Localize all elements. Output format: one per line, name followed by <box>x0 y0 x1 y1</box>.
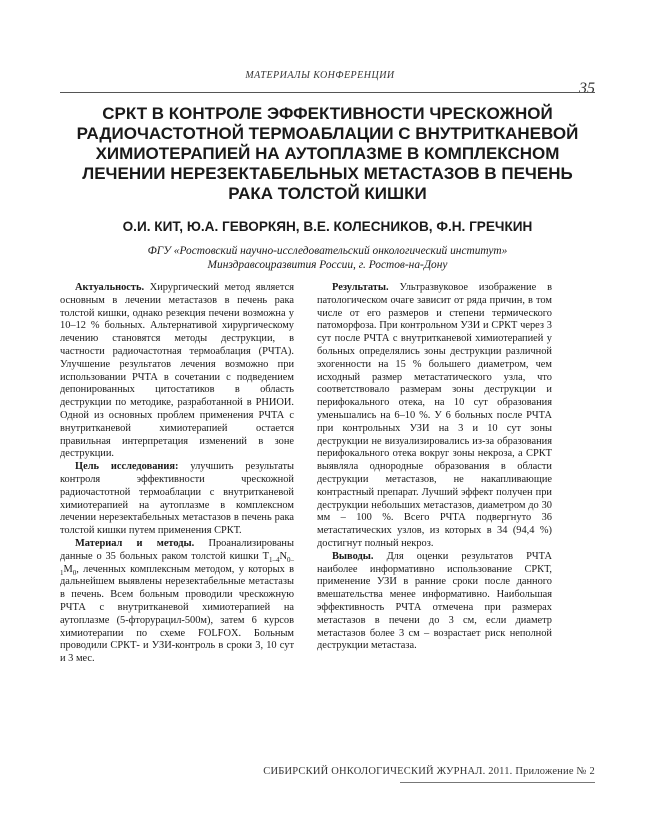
conclusions-text: Для оценки результатов РЧТА наиболее информативно использование СРКТ, применение УЗИ в ранние сроки после данного вмешательства менее информативно. Наибольшая эффективность РЧТА отмечена при размерах метастазов в печени до 3 см, если диаметр метастазов более 3 см – возрастает риск неполной деструкции метастаза. <box>317 550 552 652</box>
footer-rule <box>400 782 595 783</box>
article-title: СРКТ В КОНТРОЛЕ ЭФФЕКТИВНОСТИ ЧРЕСКОЖНОЙ РАДИОЧАСТОТНОЙ ТЕРМОАБЛАЦИИ С ВНУТРИТКАНЕВОЙ ХИМИОТЕРАПИЕЙ НА АУТОПЛАЗМЕ В КОМПЛЕКСНОМ ЛЕЧЕНИИ НЕРЕЗЕКТАБЕЛЬНЫХ МЕТАСТАЗОВ В ПЕЧЕНЬ РАКА ТОЛСТОЙ КИШКИ <box>76 104 579 203</box>
header-rule <box>60 92 595 93</box>
affiliation <box>60 244 595 272</box>
paragraph-relevance <box>60 282 294 461</box>
aim-text: улучшить результаты контроля эффективности чрескожной радиочастотной термоаблации с внутритканевой химиотерапией на аутоплазме в комплексном лечении нерезектабельных метастазов в печень рака толстой кишки путем применения СРКТ. <box>60 461 294 537</box>
page-number: 35 <box>579 80 595 97</box>
relevance-heading: Актуальность. <box>75 282 145 293</box>
paragraph-methods <box>60 538 294 666</box>
running-header: МАТЕРИАЛЫ КОНФЕРЕНЦИИ <box>245 70 395 81</box>
relevance-text: Хирургический метод является основным в лечении метастазов в печень рака толстой кишки, однако резекция печени возможна у 10–12 % больных. Альтернативой хирургическому лечению становятся методы деструкции, в частности радиочастотная термоаблация (РЧТА). Улучшение результатов лечения возможно при использовании РЧТА в сочетании с подведением депонированных цитостатиков в область деструкции по методике, разработанной в РНИОИ. Одной из основных проблем применения РЧТА с внутритканевой химиотерапией остается правильная интерпретация изменений в зоне деструкции. <box>60 282 294 460</box>
author-list: О.И. КИТ, Ю.А. ГЕВОРКЯН, В.Е. КОЛЕСНИКОВ, Ф.Н. ГРЕЧКИН <box>122 219 533 234</box>
methods-t-stage: 1–4 <box>268 555 280 564</box>
methods-text-a: Проанализированы данные о 35 больных раком толстой кишки T <box>60 537 294 562</box>
paragraph-results <box>317 282 552 551</box>
methods-m-letter: M <box>63 563 73 575</box>
results-heading: Результаты. <box>332 282 389 293</box>
conclusions-heading: Выводы. <box>332 550 374 562</box>
column-left <box>60 282 294 666</box>
methods-n-letter: N <box>279 550 287 562</box>
methods-n-stage: 0–1 <box>60 555 294 577</box>
aim-heading: Цель исследования: <box>75 461 179 473</box>
paragraph-conclusions <box>317 551 552 653</box>
methods-m-stage: 0 <box>72 568 77 577</box>
affiliation-line-2: Минздравсоцразвития России, г. Ростов-на-Дону <box>207 259 448 271</box>
journal-footer: СИБИРСКИЙ ОНКОЛОГИЧЕСКИЙ ЖУРНАЛ. 2011. Приложение № 2 <box>263 766 595 777</box>
methods-text-b: , леченных комплексным методом, у которых в дальнейшем выявлены нерезектабельные метастазы в печень. Всем больным проводили чрескожную РЧТА с внутритканевой химиотерапией на аутоплазме (5-фторурацил-500м), затем 6 курсов химиотерапии по схеме FOLFOX. Больным проводили СРКТ- и УЗИ-контроль в сроки 3, 10 сут и 3 мес. <box>60 563 294 665</box>
results-text: Ультразвуковое изображение в патологическом очаге зависит от ряда причин, в том числе от его размеров и степени термического патоморфоза. При контрольном УЗИ и СРКТ через 3 сут после РЧТА с внутритканевой химиотерапией у больных определялись зоны деструкции различной эхогенности на 15 % большего диаметром, чем исходный размер метастатического узла, что соответствовало размерам зоны деструкции и перифокального отека, на 10 сут образования уменьшались на 6–10 %. У 6 больных после РЧТА при контрольных УЗИ на 3 и 10 сут зоны деструкции не визуализировались из-за образования перифокального отека вокруг зоны некроза, а СРКТ выявляла однородные образования в области деструкции метастазов, не накапливающие контрастный препарат. Лучший эффект получен при деструкции небольших метастазов, диаметром до 30 мм – 100 %. Всего РЧТА подвергнуто 36 метастатических узлов, из которых в 34 (94,4 %) достигнут полный некроз. <box>317 282 552 549</box>
affiliation-line-1: ФГУ «Ростовский научно-исследовательский онкологический институт» <box>147 245 508 257</box>
methods-heading: Материал и методы. <box>75 537 195 549</box>
paragraph-aim <box>60 461 294 538</box>
column-right <box>317 282 552 653</box>
